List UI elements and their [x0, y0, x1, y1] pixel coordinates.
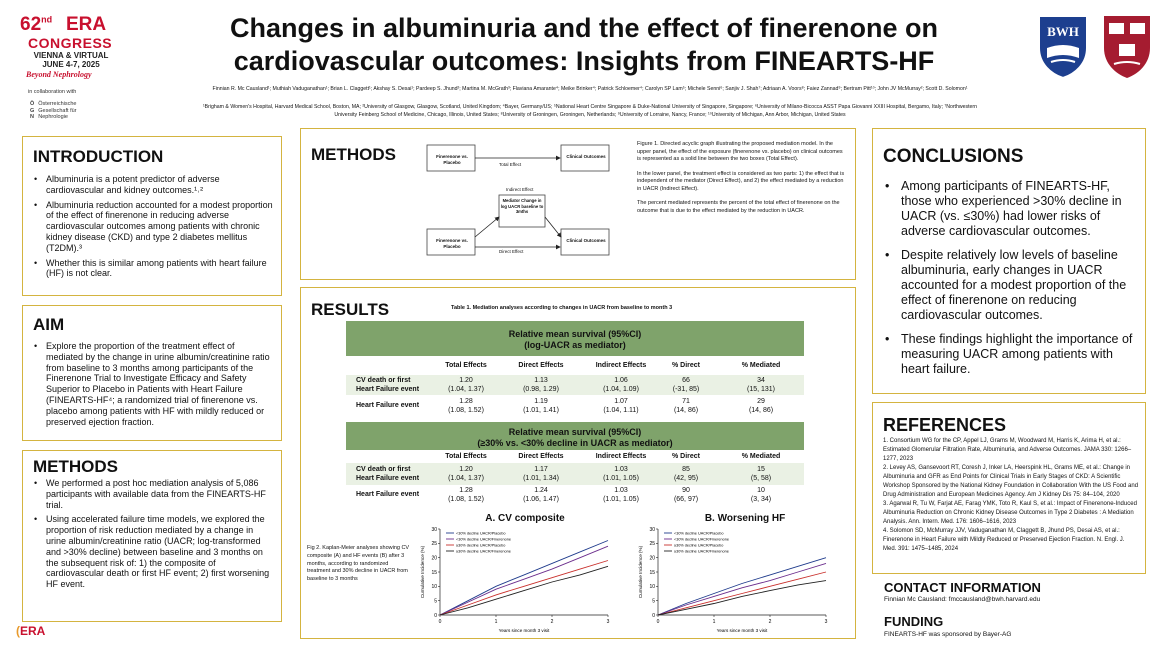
y-tick-label: 30: [431, 526, 437, 533]
legend-entry: <30% decline UACR/Placebo: [456, 531, 506, 536]
diagram-box-exposure-2: Finerenone vs. Placebo: [436, 238, 468, 249]
funding-text: FINEARTS-HF was sponsored by Bayer-AG: [884, 631, 1012, 638]
aim-list: [33, 341, 273, 431]
introduction-title: INTRODUCTION: [33, 147, 164, 166]
legend-entry: ≥30% decline UACR/Placebo: [456, 543, 506, 548]
conclusions-list: [883, 179, 1141, 386]
methods-diagram-title: METHODS: [311, 145, 396, 164]
figure2-caption: Fig 2. Kaplan-Meier analyses showing CV composite (A) and HF events (B) after 3 months, according to randomized treatment and 30% decline in UACR from baseline to 3 months: [307, 545, 410, 583]
y-axis-label: Cumulative Incidence (%): [420, 545, 425, 599]
x-tick-label: 1: [712, 619, 716, 625]
y-tick-label: 15: [649, 569, 655, 576]
methods-title: METHODS: [33, 457, 118, 476]
methods-list: [33, 478, 273, 594]
bwh-label: BWH: [1047, 24, 1079, 39]
x-tick-label: 2: [550, 619, 554, 625]
table-column-headers: Total Effects Direct Effects Indirect Effects % Direct % Mediated: [445, 453, 781, 460]
y-tick-label: 0: [434, 612, 437, 619]
y-tick-label: 5: [652, 598, 655, 605]
legend-entry: ≥30% decline UACR/Finerenone: [456, 549, 511, 554]
aim-title: AIM: [33, 315, 65, 334]
y-tick-label: 30: [649, 526, 655, 533]
diagram-label-direct: Direct Effect: [499, 249, 524, 254]
list-item: • Albuminuria reduction accounted for a modest proportion of the effect of finerenone in reducing adverse cardiovascular outcomes among patients with chronic kidney disease (CKD) and type 2 diabetes mellitus (T2DM).³: [33, 200, 273, 254]
diagram-box-mediator: Mediator Change in log UACR baseline to 3mths: [500, 198, 544, 214]
legend-entry: ≥30% decline UACR/Placebo: [674, 543, 724, 548]
x-tick-label: 3: [606, 619, 610, 625]
list-item: • Whether this is similar among patients with heart failure (HF) is not clear.: [33, 258, 273, 280]
y-tick-label: 20: [431, 555, 437, 562]
x-tick-label: 0: [438, 619, 442, 625]
era-logo-number: 62nd: [20, 14, 53, 35]
references-title: REFERENCES: [883, 415, 1007, 435]
series-line: [658, 581, 826, 615]
series-line: [440, 566, 608, 615]
x-tick-label: 3: [824, 619, 828, 625]
author-list: Finnian R. Mc Causland¹; Muthiah Vaduganathan¹; Brian L. Claggett¹; Akshay S. Desai¹; Pardeep S. Jhund²; Martina M. McGrath³; Flaviana Amarante⁴; Meike Brinker⁴; Patrick Schloemer⁴; Carolyn SP Lam⁵; Michele Senni⁶; Sanjiv J. Shah⁷; Adriaan A. Voors⁸; Faiez Zannad⁹; Bertram Pitt¹⁰; John JV McMurray²; Scott D. Solomon¹: [212, 86, 968, 92]
list-item: 2. Levey AS, Gansevoort RT, Coresh J, Inker LA, Heerspink HL, Grams ME, et al.: Change in Albuminuria and GFR as End Points for Clinical Trials in Early Stages of CKD: A Scientific Workshop Sponsored by the National Kidney Foundation in Collaboration With the US Food and Drug Administration and European Medicines Agency. Am J Kidney Dis 75: 84–104, 2020: [883, 465, 1139, 498]
list-item: • Explore the proportion of the treatment effect of mediated by the change in urine albumin/creatinine ratio from baseline to 3 months among participants of the Finerenone Trial to Investigate Efficacy and Safety Superior to Placebo in Patients with Heart Failure (FINEARTS-HF⁴; a randomized trial of finerenone vs. placebo among patients with HF with mildly reduced or preserved ejection fraction.: [33, 341, 273, 427]
contact-title: CONTACT INFORMATION: [884, 580, 1041, 595]
affiliation-list: ¹Brigham & Women's Hospital, Harvard Medical School, Boston, MA; ²University of Glasgow, Glasgow, Scotland, United Kingdom; ⁴Bayer, Germany/US; ⁵National Heart Centre Singapore & Duke-National University of Singapore, Singapore; ⁶University of Milano-Bicocca ASST Papa Giovanni XXIII Hospital, Bergamo, Italy; ⁷Northwestern University Feinberg School of Medicine, Chicago, Illinois, United States; ⁸University of Groningen, Groningen, Netherlands; ⁹University of Lorraine, Nancy, France; ¹⁰University of Michigan, Ann Arbor, Michigan, United States: [202, 104, 978, 118]
table-row: CV death or first Heart Failure event 1.20 (1.04, 1.37) 1.13 (0.98, 1.29) 1.06 (1.04, 1.09) 66 (-31, 85) 34 (15, 131): [356, 377, 776, 393]
congress-tagline: Beyond Nephrology: [26, 70, 92, 79]
x-tick-label: 2: [768, 619, 772, 625]
funding-title: FUNDING: [884, 614, 944, 629]
collab-text: in collaboration with: [28, 89, 77, 95]
conclusions-title: CONCLUSIONS: [883, 146, 1024, 167]
y-tick-label: 25: [649, 541, 655, 548]
bwh-shield-icon: [1037, 14, 1089, 80]
y-tick-label: 10: [649, 584, 655, 591]
km-chart-cv-composite: [418, 525, 614, 635]
x-axis-label: Years since month 3 visit: [716, 628, 768, 633]
diagram-box-outcome-2: Clinical Outcomes: [566, 238, 606, 243]
aim-panel: [22, 305, 282, 441]
x-tick-label: 1: [494, 619, 498, 625]
table-section1-header: Relative mean survival (95%CI) (log-UACR as mediator): [346, 321, 804, 356]
table-column-headers: Total Effects Direct Effects Indirect Effects % Direct % Mediated: [445, 362, 781, 369]
list-item: • Albuminuria is a potent predictor of adverse cardiovascular and kidney outcomes.¹˒²: [33, 174, 273, 196]
legend-entry: <30% decline UACR/Finerenone: [456, 537, 511, 542]
results-title: RESULTS: [311, 300, 390, 319]
table-caption: Table 1. Mediation analyses according to changes in UACR from baseline to month 3: [451, 305, 673, 311]
chart-b-title: B. Worsening HF: [704, 513, 786, 524]
harvard-shield-icon: [1102, 14, 1152, 80]
diagram-label-indirect: Indirect Effect: [506, 187, 534, 192]
congress-venue: VIENNA & VIRTUAL JUNE 4-7, 2025: [33, 51, 109, 69]
figure1-caption: Figure 1. Directed acyclic graph illustrating the proposed mediation model. In the upper panel, the effect of the exposure (finerenone vs. placebo) on clinical outcomes is represented as a solid line between the two boxes (Total Effect). In the lower panel, the treatment effect is considered as two parts: 1) the effect that is independent of the mediator (Direct Effect), and 2) the effect mediated by a reduction in UACR (Indirect Effect). The percent mediated represents the percent of the total effect of finerenone on the outcome that is due to the effect mediated by the reduction in UACR.: [637, 141, 845, 214]
list-item: 1. Consortium WG for the CP, Appel LJ, Grams M, Woodward M, Harris K, Arima H, et al.: Estimated Glomerular Filtration Rate, Albuminuria, and Adverse Outcomes. JAMA 330: 1266–1277, 2023: [883, 438, 1132, 462]
list-item: • We performed a post hoc mediation analysis of 5,086 participants with available data from the FINEARTS-HF trial.: [33, 478, 273, 510]
km-chart-worsening-hf: [636, 525, 832, 635]
poster-title: Changes in albuminuria and the effect of finerenone on cardiovascular outcomes: Insights from FINEARTS-HF: [229, 13, 939, 76]
introduction-list: [33, 174, 273, 283]
diagram-box-outcome: Clinical Outcomes: [566, 154, 606, 159]
x-axis-label: Years since month 3 visit: [498, 628, 550, 633]
series-line: [658, 563, 826, 615]
contact-email: Finnian Mc Causland: fmccausland@bwh.harvard.edu: [884, 596, 1041, 603]
y-tick-label: 0: [652, 612, 655, 619]
diagram-box-exposure: Finerenone vs. Placebo: [436, 154, 468, 165]
era-logo-congress: CONGRESS: [28, 35, 113, 51]
table-row: Heart Failure event 1.28 (1.08, 1.52) 1.19 (1.01, 1.41) 1.07 (1.04, 1.11) 71 (14, 86) 29 (14, 86): [356, 398, 774, 414]
era-logo-text: ERA: [66, 14, 107, 35]
y-tick-label: 20: [649, 555, 655, 562]
methods-diagram-panel: [300, 128, 856, 280]
legend-entry: ≥30% decline UACR/Finerenone: [674, 549, 729, 554]
legend-entry: <30% decline UACR/Finerenone: [674, 537, 729, 542]
list-item: 3. Agarwal R, Tu W, Farjat AE, Farag YMK, Toto R, Kaul S, et al.: Impact of Finerenone-Induced Albuminuria Reduction on Chronic Kidney Disease Outcomes in Type 2 Diabetes : A Mediation Analysis. Ann. Intern. Med. 176: 1606–1616, 2023: [883, 501, 1137, 525]
chart-a-title: A. CV composite: [485, 513, 565, 524]
methods-panel: [22, 450, 282, 622]
references-list: [883, 437, 1139, 554]
table-row: CV death or first Heart Failure event 1.20 (1.04, 1.37) 1.17 (1.01, 1.34) 1.03 (1.01, 1.05) 85 (42, 95) 15 (5, 58): [356, 466, 772, 482]
series-line: [440, 561, 608, 616]
references-panel: [872, 402, 1146, 574]
series-line: [658, 572, 826, 615]
list-item: • Among participants of FINEARTS-HF, those who experienced >30% decline in UACR (vs. ≤30%) had lower risks of adverse cardiovascular outcomes.: [883, 179, 1141, 239]
y-tick-label: 25: [431, 541, 437, 548]
y-axis-label: Cumulative Incidence (%): [638, 545, 643, 599]
diagram-label-total: Total Effect: [499, 162, 522, 167]
list-item: • Despite relatively low levels of baseline albuminuria, early changes in UACR accounted for a modest proportion of the effect of finerenone on reducing cardiovascular outcomes.: [883, 248, 1141, 323]
conclusions-panel: [872, 128, 1146, 394]
x-tick-label: 0: [656, 619, 660, 625]
society-logo: Ö G N Österreichische Gesellschaft für Nephrologie: [30, 101, 77, 120]
y-tick-label: 15: [431, 569, 437, 576]
list-item: 4. Solomon SD, McMurray JJV, Vaduganathan M, Claggett B, Jhund PS, Desai AS, et al.: Finerenone in Heart Failure with Mildly Reduced or Preserved Ejection Fraction. N. Engl. J. Med. 391: 1475–1485, 2024: [883, 528, 1125, 552]
introduction-panel: [22, 136, 282, 296]
era-footer-logo: (ERA: [16, 624, 46, 638]
y-tick-label: 10: [431, 584, 437, 591]
list-item: • These findings highlight the importance of measuring UACR among patients with heart failure.: [883, 332, 1141, 377]
table-section2-header: Relative mean survival (95%CI) (≥30% vs. <30% decline in UACR as mediator): [346, 422, 804, 450]
y-tick-label: 5: [434, 598, 437, 605]
table-row: Heart Failure event 1.28 (1.08, 1.52) 1.24 (1.06, 1.47) 1.03 (1.01, 1.05) 90 (66, 97) 10 (3, 34): [356, 487, 772, 503]
list-item: • Using accelerated failure time models, we explored the proportion of risk reduction mediated by a change in urine albumin/creatinine ratio (UACR; log-transformed and >30% decline) between baseline and 3 months on the subsequent risk of: 1) the composite of cardiovascular death or first HF event; 2) first worsening HF event.: [33, 514, 273, 590]
legend-entry: <30% decline UACR/Placebo: [674, 531, 724, 536]
